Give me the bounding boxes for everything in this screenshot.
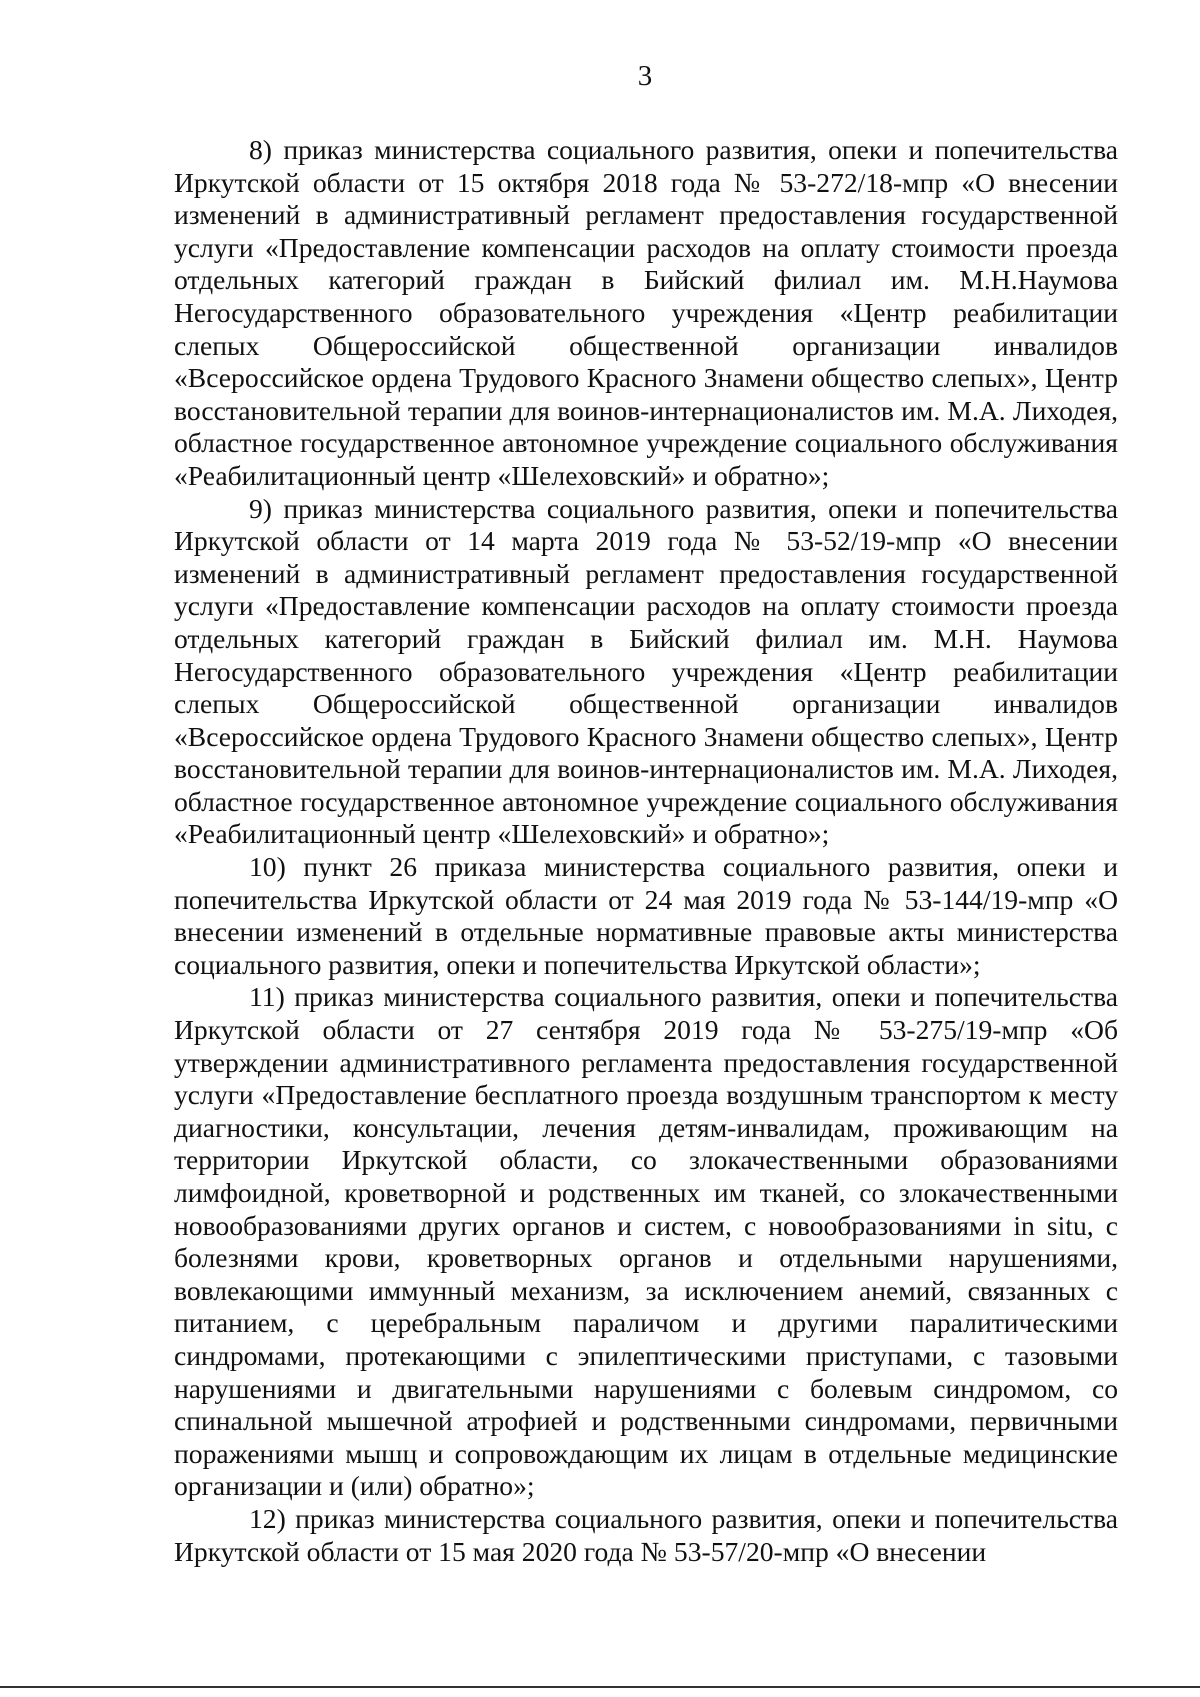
page-bottom-divider: [0, 1686, 1200, 1688]
paragraph-item-11: 11) приказ министерства социального развития, опеки и попечительства Иркутской области от 27 сентября 2019 года № 53-275/19-мпр «Об утверждении административного регламента предоставления государственной услуги «Предоставление бесплатного проезда воздушным транспортом к месту диагностики, консультации, лечения детям-инвалидам, проживающим на территории Иркутской области, со злокачественными образованиями лимфоидной, кроветворной и родственных им тканей, со злокачественными новообразованиями других органов и систем, с новообразованиями in situ, с болезнями крови, кроветворных органов и отдельными нарушениями, вовлекающими иммунный механизм, за исключением анемий, связанных с питанием, с церебральным параличом и другими паралитическими синдромами, протекающими с эпилептическими приступами, с тазовыми нарушениями и двигательными нарушениями с болевым синдромом, со спинальной мышечной атрофией и родственными синдромами, первичными поражениями мышц и сопровождающим их лицам в отдельные медицинские организации и (или) обратно»;: [174, 981, 1118, 1502]
page-number: 3: [637, 60, 653, 92]
paragraph-item-10: 10) пункт 26 приказа министерства социального развития, опеки и попечительства Иркутской области от 24 мая 2019 года № 53-144/19-мпр «О внесении изменений в отдельные нормативные правовые акты министерства социального развития, опеки и попечительства Иркутской области»;: [174, 851, 1118, 980]
paragraph-item-8: 8) приказ министерства социального развития, опеки и попечительства Иркутской области от 15 октября 2018 года № 53-272/18-мпр «О внесении изменений в административный регламент предоставления государственной услуги «Предоставление компенсации расходов на оплату стоимости проезда отдельных категорий граждан в Бийский филиал им. М.Н.Наумова Негосударственного образовательного учреждения «Центр реабилитации слепых Общероссийской общественной организации инвалидов «Всероссийское ордена Трудового Красного Знамени общество слепых», Центр восстановительной терапии для воинов-интернационалистов им. М.А. Лиходея, областное государственное автономное учреждение социального обслуживания «Реабилитационный центр «Шелеховский» и обратно»;: [174, 134, 1118, 491]
paragraph-item-9: 9) приказ министерства социального развития, опеки и попечительства Иркутской области от 14 марта 2019 года № 53-52/19-мпр «О внесении изменений в административный регламент предоставления государственной услуги «Предоставление компенсации расходов на оплату стоимости проезда отдельных категорий граждан в Бийский филиал им. М.Н. Наумова Негосударственного образовательного учреждения «Центр реабилитации слепых Общероссийской общественной организации инвалидов «Всероссийское ордена Трудового Красного Знамени общество слепых», Центр восстановительной терапии для воинов-интернационалистов им. М.А. Лиходея, областное государственное автономное учреждение социального обслуживания «Реабилитационный центр «Шелеховский» и обратно»;: [174, 492, 1118, 850]
paragraph-item-12: 12) приказ министерства социального развития, опеки и попечительства Иркутской области от 15 мая 2020 года № 53-57/20-мпр «О внесении: [174, 1502, 1118, 1567]
document-body: [174, 134, 1118, 1568]
